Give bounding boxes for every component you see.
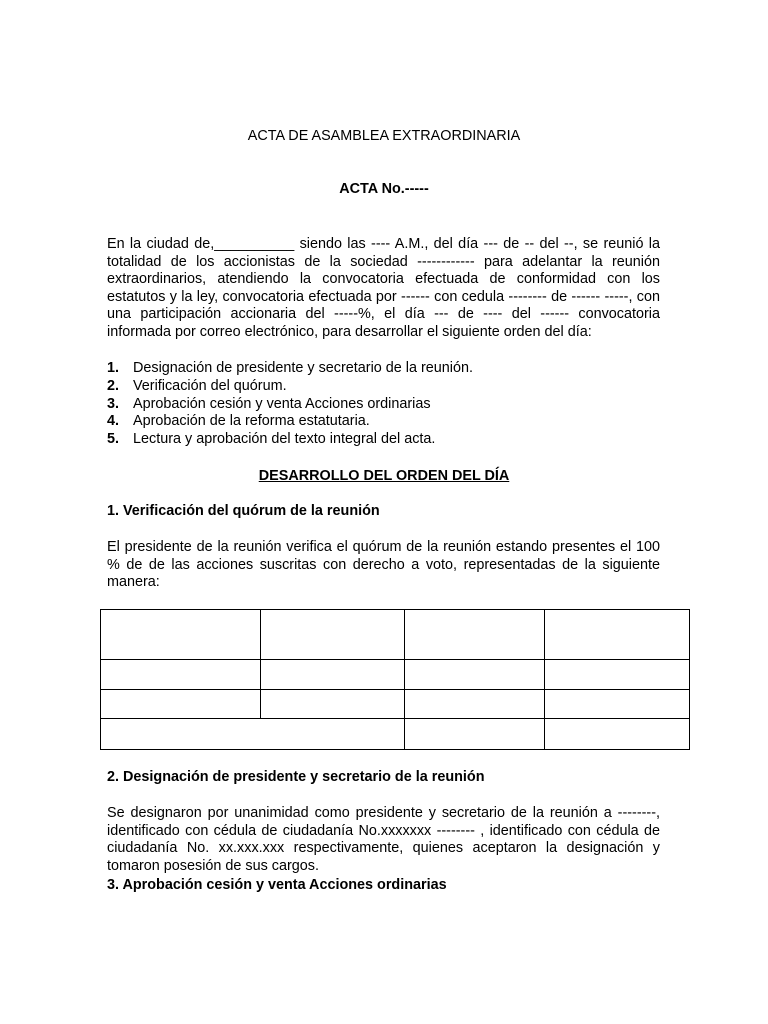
table-cell — [261, 690, 405, 719]
table-cell — [101, 610, 261, 660]
section-1-heading: 1. Verificación del quórum de la reunión — [107, 503, 380, 519]
table-cell — [101, 719, 405, 750]
section-2-heading: 2. Designación de presidente y secretario de la reunión — [107, 769, 485, 785]
table-cell — [545, 690, 690, 719]
table-cell — [405, 719, 545, 750]
table-row — [101, 610, 690, 660]
section-2-paragraph: Se designaron por unanimidad como presidente y secretario de la reunión a --------, identificado con cédula de ciudadanía No.xxxxxxx -------- , identificado con cédula de ciudadanía No. xx.xxx.xxx respectivamente, quienes aceptaron la designación y tomaron posesión de sus cargos. — [107, 805, 660, 874]
table-cell — [545, 610, 690, 660]
table-cell — [261, 660, 405, 690]
agenda-item-text: Aprobación cesión y venta Acciones ordinarias — [133, 395, 431, 412]
agenda-item-text: Verificación del quórum. — [133, 377, 287, 394]
agenda-list — [107, 360, 667, 449]
agenda-item-number: 4. — [107, 413, 120, 430]
development-heading: DESARROLLO DEL ORDEN DEL DÍA — [258, 468, 510, 484]
agenda-item-number: 5. — [107, 431, 120, 448]
table-cell — [405, 660, 545, 690]
agenda-item-number: 2. — [107, 377, 120, 394]
intro-paragraph: En la ciudad de,__________ siendo las ---- A.M., del día --- de -- del --, se reunió la totalidad de los accionistas de la sociedad ------------ para adelantar la reunión extraordinarios, atendiendo la convocatoria efectuada de conformidad con los estatutos y la ley, convocatoria efectuada por ------ con cedula -------- de ------ -----, con una participación accionaria del -----%, el día --- de ---- del ------ convocatoria informada por correo electrónico, para desarrollar el siguiente orden del día: — [107, 236, 660, 340]
table-cell — [545, 660, 690, 690]
agenda-item-number: 1. — [107, 360, 120, 376]
table-cell — [101, 660, 261, 690]
agenda-item-text: Aprobación de la reforma estatutaria. — [133, 413, 370, 430]
agenda-item — [107, 360, 667, 378]
document-title: ACTA DE ASAMBLEA EXTRAORDINARIA — [247, 128, 521, 144]
agenda-item — [107, 431, 667, 449]
agenda-item — [107, 413, 667, 431]
table-cell — [101, 690, 261, 719]
table-row — [101, 690, 690, 719]
acta-number: ACTA No.----- — [339, 181, 429, 197]
table-cell — [261, 610, 405, 660]
table-row — [101, 719, 690, 750]
table-row — [101, 660, 690, 690]
agenda-item-number: 3. — [107, 395, 120, 412]
table-cell — [405, 610, 545, 660]
agenda-item — [107, 378, 667, 396]
section-1-paragraph: El presidente de la reunión verifica el quórum de la reunión estando presentes el 100 % de de las acciones suscritas con derecho a voto, representadas de la siguiente manera: — [107, 539, 660, 590]
agenda-item — [107, 396, 667, 414]
table-cell — [545, 719, 690, 750]
section-3-heading: 3. Aprobación cesión y venta Acciones ordinarias — [107, 877, 447, 893]
table-cell — [405, 690, 545, 719]
agenda-item-text: Designación de presidente y secretario de la reunión. — [133, 360, 473, 376]
shareholders-table — [100, 609, 690, 750]
agenda-item-text: Lectura y aprobación del texto integral del acta. — [133, 431, 436, 448]
